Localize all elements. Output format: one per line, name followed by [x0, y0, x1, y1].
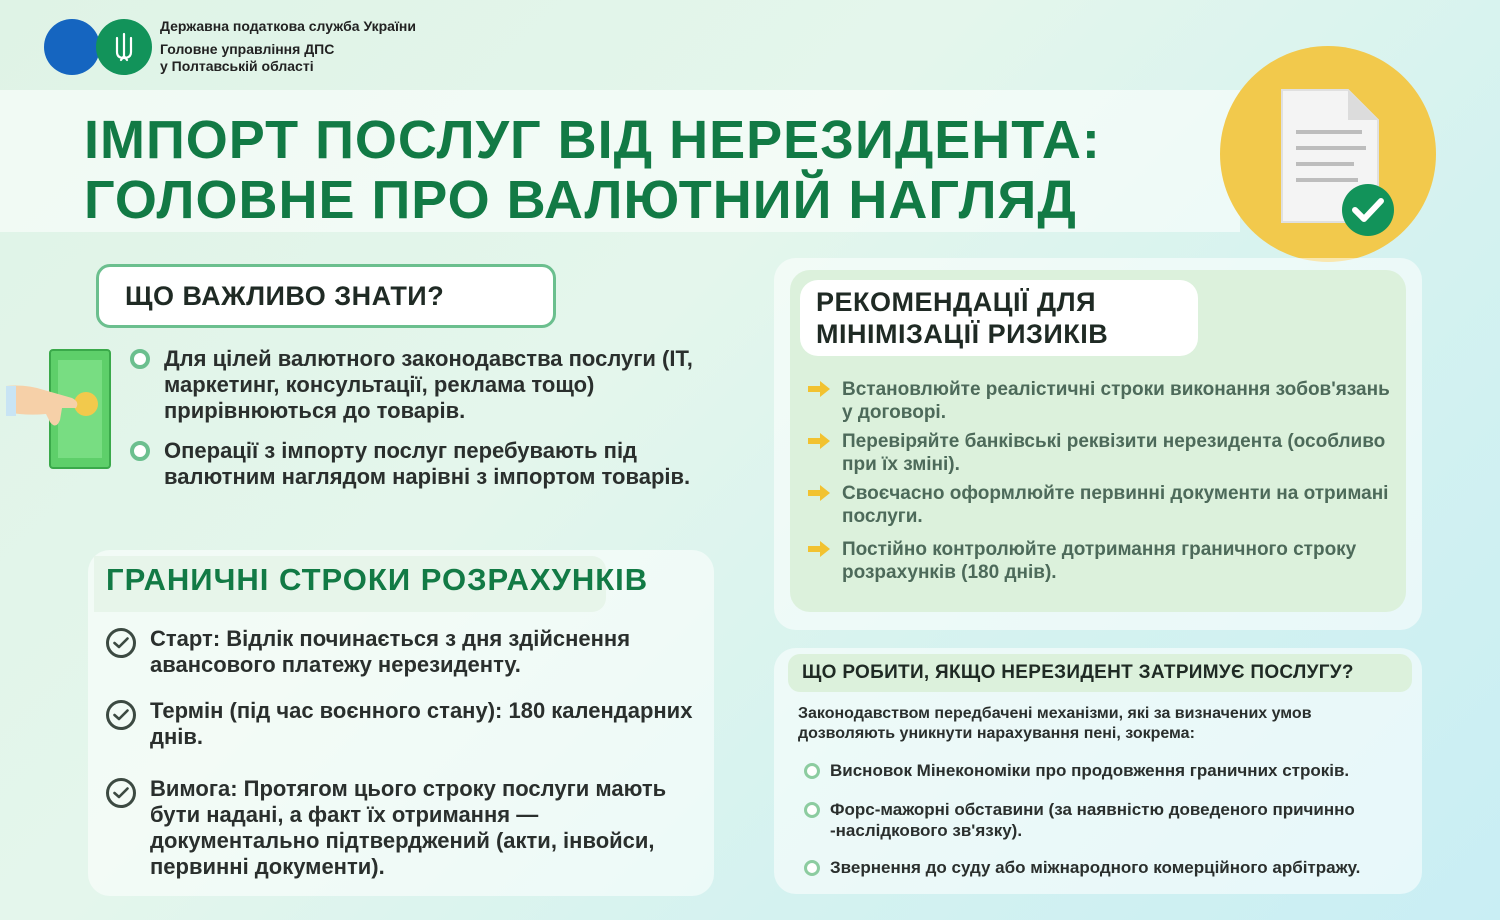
list-item-text: Своєчасно оформлюйте первинні документи на отримані послуги. — [842, 483, 1389, 527]
org-line-2: Головне управління ДПС — [160, 41, 335, 57]
list-item — [804, 857, 1424, 878]
important-heading: ЩО ВАЖЛИВО ЗНАТИ? — [96, 264, 556, 328]
trident-icon — [96, 19, 152, 75]
deadlines-heading: ГРАНИЧНІ СТРОКИ РОЗРАХУНКІВ — [106, 562, 649, 597]
arrow-right-icon — [806, 483, 832, 503]
list-item — [806, 538, 1396, 584]
recommendations-heading — [800, 280, 1198, 356]
important-list — [130, 346, 710, 504]
deadlines-list — [106, 626, 696, 900]
recommendations-list — [806, 378, 1396, 590]
check-circle-icon — [106, 628, 136, 658]
list-item — [106, 698, 696, 750]
recommendations-heading-line-1: РЕКОМЕНДАЦІЇ ДЛЯ — [816, 287, 1096, 317]
list-item-text: Постійно контролюйте дотримання граничного строку розрахунків (180 днів). — [842, 539, 1357, 583]
org-line-3: у Полтавській області — [160, 58, 314, 74]
money-hand-icon — [6, 346, 114, 472]
list-item — [804, 760, 1424, 781]
org-line-1: Державна податкова служба України — [160, 18, 416, 34]
list-item-text: Перевіряйте банківські реквізити нерезидента (особливо при їх зміні). — [842, 431, 1386, 475]
list-item-text: Старт: Відлік починається з дня здійснення авансового платежу нерезиденту. — [150, 626, 631, 677]
list-item-text: Для цілей валютного законодавства послуги (ІТ, маркетинг, консультації, реклама тощо) прирівнюються до товарів. — [164, 346, 693, 423]
list-item — [106, 626, 696, 678]
check-circle-icon — [106, 700, 136, 730]
ring-bullet-icon — [130, 441, 150, 461]
title-line-1: ІМПОРТ ПОСЛУГ ВІД НЕРЕЗИДЕНТА: — [84, 110, 1101, 170]
list-item-text: Форс-мажорні обставини (за наявністю доведеного причинно -наслідкового зв'язку). — [830, 800, 1355, 840]
org-name — [160, 18, 416, 75]
list-item — [806, 430, 1396, 476]
title-line-2: ГОЛОВНЕ ПРО ВАЛЮТНИЙ НАГЛЯД — [84, 170, 1077, 230]
list-item-text: Вимога: Протягом цього строку послуги мають бути надані, а факт їх отримання — документально підтверджений (акти, інвойси, первинні документи). — [150, 776, 667, 879]
arrow-right-icon — [806, 379, 832, 399]
ring-bullet-icon — [804, 860, 820, 876]
what-to-do-list — [804, 760, 1424, 896]
ring-bullet-icon — [804, 802, 820, 818]
header — [44, 18, 416, 75]
list-item — [804, 799, 1424, 841]
list-item-text: Термін (під час воєнного стану): 180 календарних днів. — [150, 698, 693, 749]
list-item-text: Висновок Мінекономіки про продовження граничних строків. — [830, 761, 1350, 780]
list-item — [106, 776, 696, 880]
page-title — [84, 110, 1214, 230]
arrow-right-icon — [806, 539, 832, 559]
list-item — [130, 438, 710, 490]
list-item — [130, 346, 710, 424]
list-item-text: Звернення до суду або міжнародного комерційного арбітражу. — [830, 858, 1361, 877]
arrow-right-icon — [806, 431, 832, 451]
dps-logo-icon — [44, 19, 100, 75]
list-item — [806, 378, 1396, 424]
what-to-do-intro: Законодавством передбачені механізми, які за визначених умов дозволяють уникнути нарахування пені, зокрема: — [798, 705, 1312, 742]
what-to-do-heading: ЩО РОБИТИ, ЯКЩО НЕРЕЗИДЕНТ ЗАТРИМУЄ ПОСЛУГУ? — [802, 662, 1354, 683]
list-item — [806, 482, 1396, 528]
ring-bullet-icon — [130, 349, 150, 369]
list-item-text: Операції з імпорту послуг перебувають під валютним наглядом нарівні з імпортом товарів. — [164, 438, 691, 489]
ring-bullet-icon — [804, 763, 820, 779]
document-check-icon — [1220, 46, 1436, 262]
list-item-text: Встановлюйте реалістичні строки виконання зобов'язань у договорі. — [842, 379, 1390, 423]
recommendations-heading-line-2: МІНІМІЗАЦІЇ РИЗИКІВ — [816, 319, 1109, 349]
check-circle-icon — [106, 778, 136, 808]
